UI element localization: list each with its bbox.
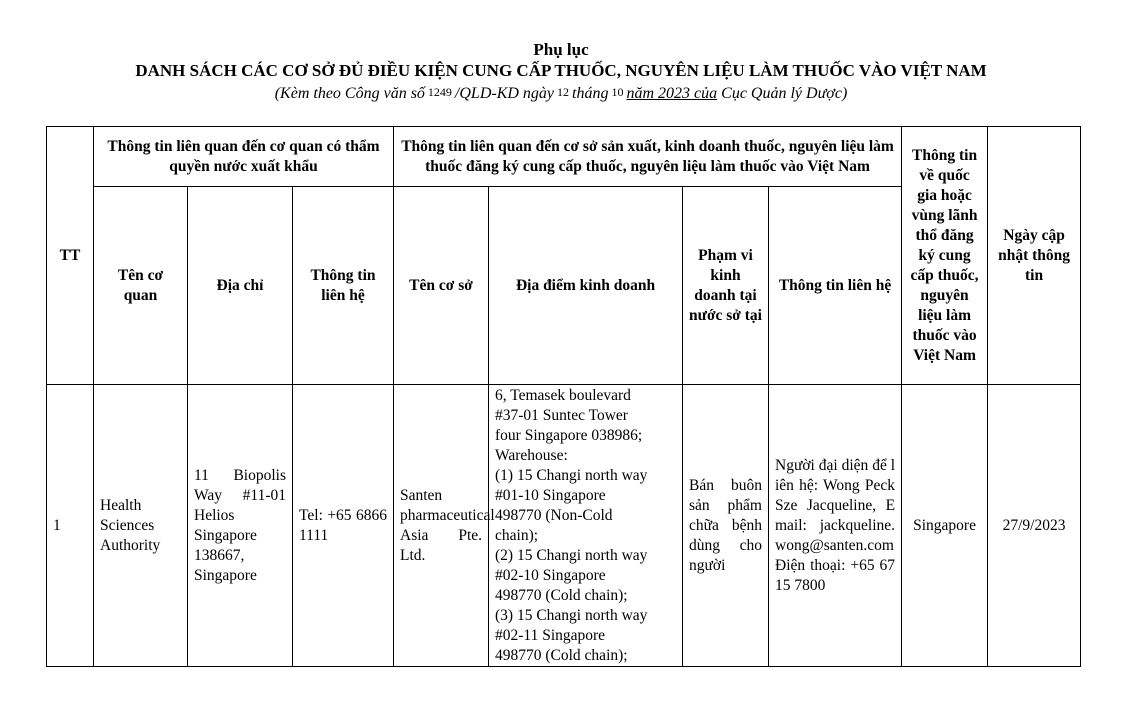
header-business-location: Địa điểm kinh doanh (489, 187, 683, 385)
cell-country: Singapore (902, 385, 988, 667)
business-location-line: Warehouse: (495, 447, 568, 464)
header-update-date: Ngày cập nhật thông tin (988, 127, 1081, 385)
document-subtitle (0, 82, 1122, 104)
header-tt: TT (47, 127, 94, 385)
header-authority-group: Thông tin liên quan đến cơ quan có thẩm quyền nước xuất khẩu (94, 127, 394, 187)
business-location-line: 6, Temasek boulevard (495, 387, 631, 404)
business-location-line: #01-10 Singapore (495, 487, 606, 504)
cell-authority-address: 11 Biopolis Way #11-01 Helios Singapore 138667, Singapore (188, 385, 293, 667)
facility-list-table (46, 126, 1081, 667)
business-location-line: 498770 (Cold chain); (495, 647, 628, 664)
business-location-line: #02-10 Singapore (495, 567, 606, 584)
cell-tt: 1 (47, 385, 94, 667)
appendix-label: Phụ lục (533, 40, 589, 59)
business-location-line: 498770 (Non-Cold (495, 507, 613, 524)
header-facility-name: Tên cơ sở (394, 187, 489, 385)
subtitle-prefix: (Kèm theo Công văn số (274, 85, 425, 102)
document-day: 12 (557, 85, 570, 99)
business-location-line: (1) 15 Changi north way (495, 467, 648, 484)
business-location-line: chain); (495, 527, 539, 544)
document-title: DANH SÁCH CÁC CƠ SỞ ĐỦ ĐIỀU KIỆN CUNG CẤP THUỐC, NGUYÊN LIỆU LÀM THUỐC VÀO VIỆT NAM (135, 61, 987, 80)
document-number: 1249 (427, 85, 452, 99)
business-location-line: (2) 15 Changi north way (495, 547, 648, 564)
header-row-groups (47, 127, 1081, 187)
business-location-line: four Singapore 038986; (495, 427, 643, 444)
document-code: /QLD-KD ngày (454, 85, 555, 102)
header-authority-name: Tên cơ quan (94, 187, 188, 385)
document-month: 10 (611, 85, 624, 99)
header-authority-contact: Thông tin liên hệ (293, 187, 394, 385)
business-location-line: #02-11 Singapore (495, 627, 606, 644)
cell-authority-name: Health Sciences Authority (94, 385, 188, 667)
header-business-scope: Phạm vi kinh doanh tại nước sở tại (683, 187, 769, 385)
document-header (0, 40, 1122, 104)
month-label: tháng (572, 85, 609, 102)
header-facility-contact: Thông tin liên hệ (769, 187, 902, 385)
cell-facility-name: Santen pharmaceutical Asia Pte. Ltd. (394, 385, 489, 667)
cell-business-location (489, 385, 683, 667)
cell-update-date: 27/9/2023 (988, 385, 1081, 667)
cell-business-scope: Bán buôn sản phẩm chữa bệnh dùng cho người (683, 385, 769, 667)
business-location-line: (3) 15 Changi north way (495, 607, 648, 624)
document-year: năm 2023 của (626, 85, 718, 102)
issuing-agency: Cục Quản lý Dược) (717, 85, 848, 102)
cell-authority-contact: Tel: +65 6866 1111 (293, 385, 394, 667)
header-country-info: Thông tin về quốc gia hoặc vùng lãnh thổ đăng ký cung cấp thuốc, nguyên liệu làm thuốc vào Việt Nam (902, 127, 988, 385)
cell-facility-contact: Người đại diện để liên hệ: Wong Peck Sze Jacqueline, Email: jackqueline.wong@santen.com Điện thoại: +65 6715 7800 (769, 385, 902, 667)
header-facility-group: Thông tin liên quan đến cơ sở sản xuất, kinh doanh thuốc, nguyên liệu làm thuốc đăng ký cung cấp thuốc, nguyên liệu làm thuốc vào Việt Nam (394, 127, 902, 187)
business-location-line: 498770 (Cold chain); (495, 587, 628, 604)
business-location-line: #37-01 Suntec Tower (495, 407, 628, 424)
table-row (47, 385, 1081, 667)
header-authority-address: Địa chỉ (188, 187, 293, 385)
